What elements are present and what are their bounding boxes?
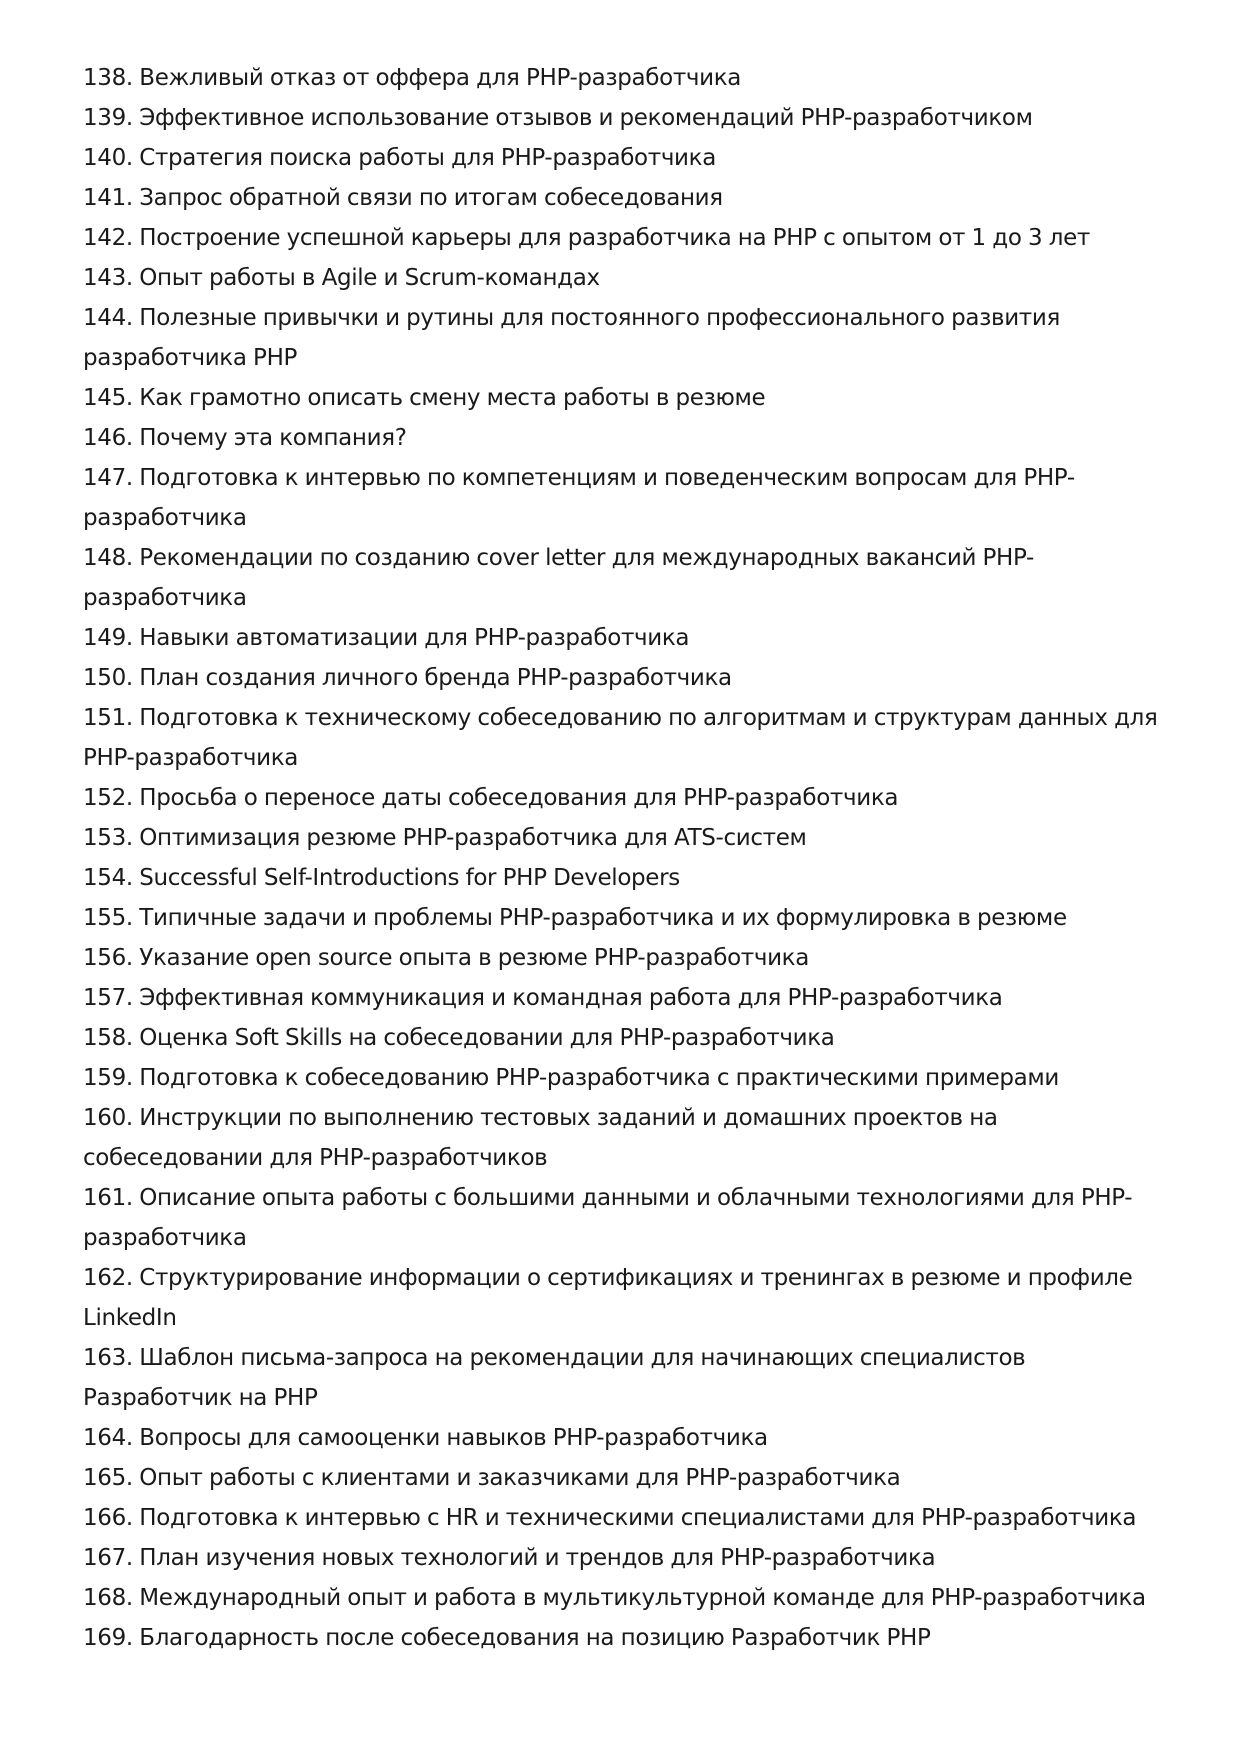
list-item: 159. Подготовка к собеседованию PHP-разработчика с практическими примерами bbox=[83, 1065, 1059, 1091]
list-item: 146. Почему эта компания? bbox=[83, 425, 407, 451]
list-item: 141. Запрос обратной связи по итогам собеседования bbox=[83, 185, 723, 211]
list-item: 167. План изучения новых технологий и трендов для PHP-разработчика bbox=[83, 1545, 936, 1571]
list-item: 154. Successful Self-Introductions for PHP Developers bbox=[83, 865, 680, 891]
list-item: 156. Указание open source опыта в резюме PHP-разработчика bbox=[83, 945, 809, 971]
list-item: 149. Навыки автоматизации для PHP-разработчика bbox=[83, 625, 690, 651]
list-item: 144. Полезные привычки и рутины для постоянного профессионального развития разработчика PHP bbox=[83, 305, 1060, 371]
list-item: 139. Эффективное использование отзывов и рекомендаций PHP-разработчиком bbox=[83, 105, 1033, 131]
list-item: 145. Как грамотно описать смену места работы в резюме bbox=[83, 385, 766, 411]
list-item: 157. Эффективная коммуникация и командная работа для PHP-разработчика bbox=[83, 985, 1003, 1011]
list-item: 150. План создания личного бренда PHP-разработчика bbox=[83, 665, 732, 691]
list-item: 143. Опыт работы в Agile и Scrum-командах bbox=[83, 265, 600, 291]
list-item: 148. Рекомендации по созданию cover letter для международных вакансий PHP-разработчика bbox=[83, 545, 1034, 611]
list-item: 153. Оптимизация резюме PHP-разработчика для ATS-систем bbox=[83, 825, 807, 851]
list-item: 161. Описание опыта работы с большими данными и облачными технологиями для PHP-разработчика bbox=[83, 1185, 1133, 1251]
list-item: 162. Структурирование информации о сертификациях и тренингах в резюме и профиле LinkedIn bbox=[83, 1265, 1133, 1331]
list-item: 147. Подготовка к интервью по компетенциям и поведенческим вопросам для PHP-разработчика bbox=[83, 465, 1075, 531]
list-item: 138. Вежливый отказ от оффера для PHP-разработчика bbox=[83, 65, 742, 91]
list-item: 140. Стратегия поиска работы для PHP-разработчика bbox=[83, 145, 716, 171]
list-item: 163. Шаблон письма-запроса на рекомендации для начинающих специалистов Разработчик на PHP bbox=[83, 1345, 1026, 1411]
list-item: 152. Просьба о переносе даты собеседования для PHP-разработчика bbox=[83, 785, 899, 811]
list-item: 168. Международный опыт и работа в мультикультурной команде для PHP-разработчика bbox=[83, 1585, 1146, 1611]
list-item: 142. Построение успешной карьеры для разработчика на PHP с опытом от 1 до 3 лет bbox=[83, 225, 1090, 251]
list-item: 164. Вопросы для самооценки навыков PHP-разработчика bbox=[83, 1425, 768, 1451]
list-item: 155. Типичные задачи и проблемы PHP-разработчика и их формулировка в резюме bbox=[83, 905, 1067, 931]
list-item: 165. Опыт работы с клиентами и заказчиками для PHP-разработчика bbox=[83, 1465, 901, 1491]
list-item: 166. Подготовка к интервью с HR и техническими специалистами для PHP-разработчика bbox=[83, 1505, 1137, 1531]
list-item: 151. Подготовка к техническому собеседованию по алгоритмам и структурам данных для PHP-разработчика bbox=[83, 705, 1158, 771]
topic-list bbox=[83, 58, 1173, 1658]
list-item: 158. Оценка Soft Skills на собеседовании для PHP-разработчика bbox=[83, 1025, 835, 1051]
list-item: 169. Благодарность после собеседования на позицию Разработчик PHP bbox=[83, 1625, 931, 1651]
list-item: 160. Инструкции по выполнению тестовых заданий и домашних проектов на собеседовании для PHP-разработчиков bbox=[83, 1105, 998, 1171]
